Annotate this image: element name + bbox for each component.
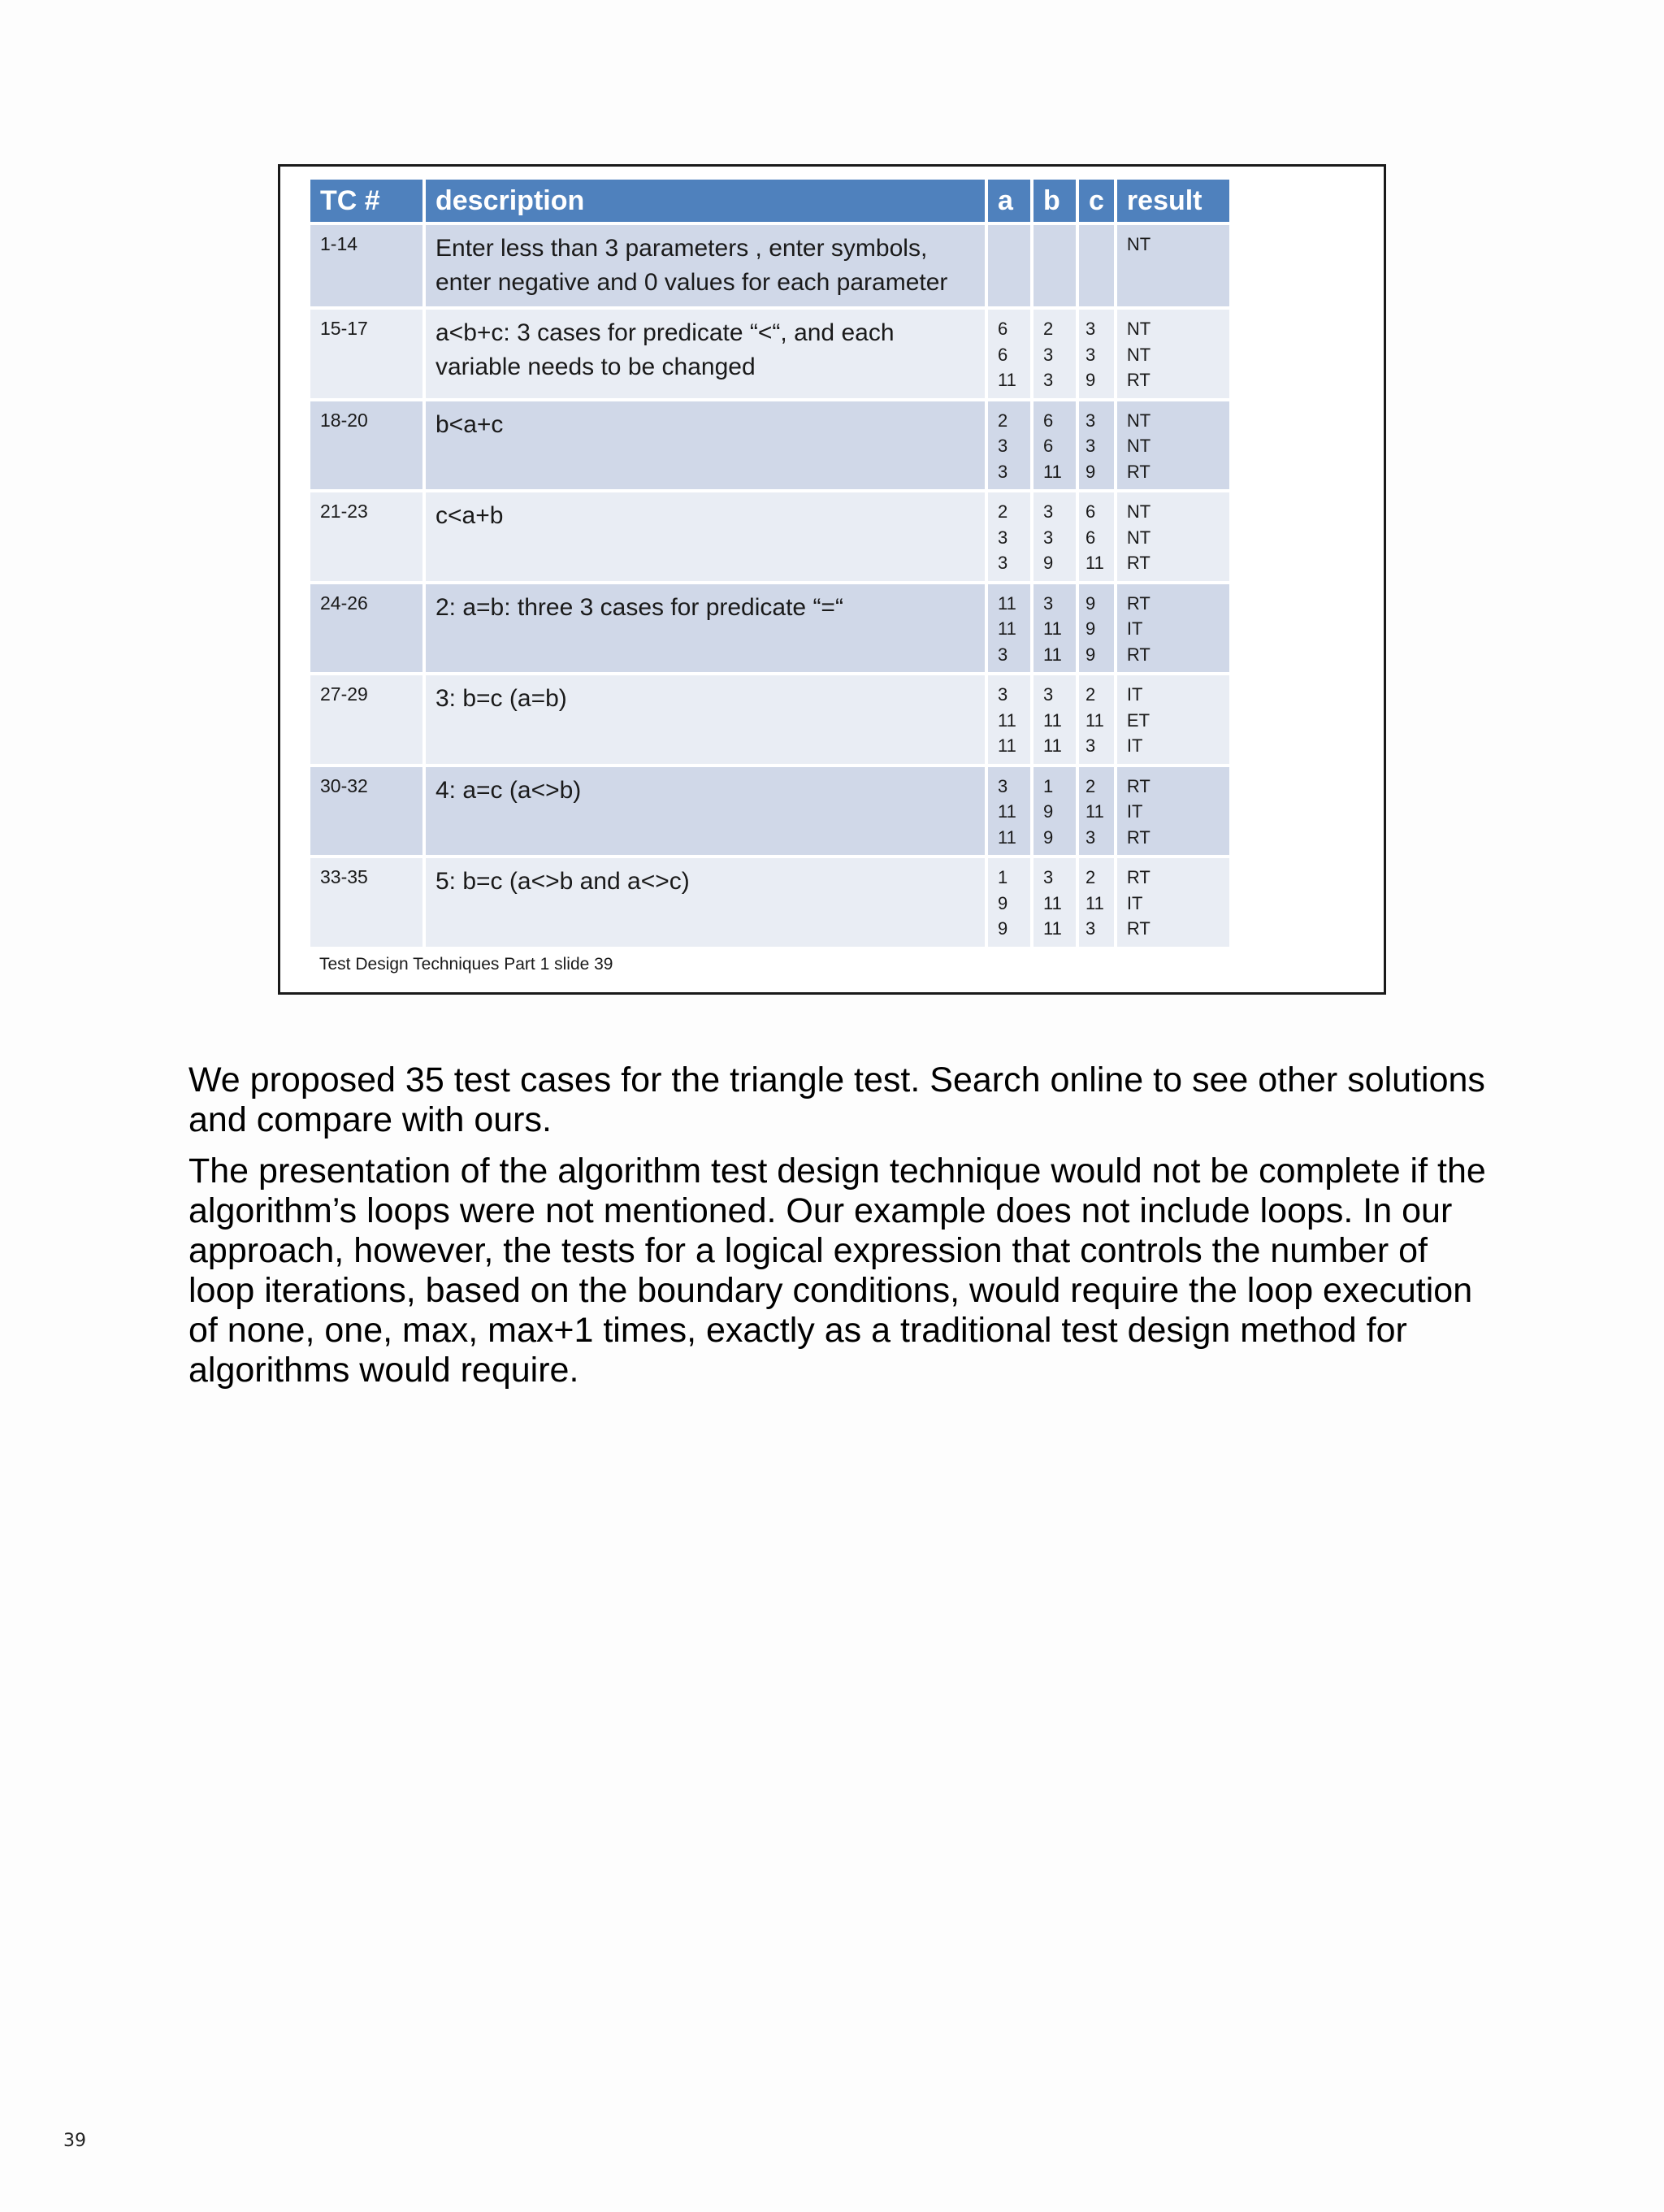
a-cell: 2 3 3	[988, 492, 1030, 581]
result-cell: NT NT RT	[1117, 492, 1229, 581]
description-cell: b<a+c	[426, 401, 985, 490]
b-cell: 6 6 11	[1034, 401, 1076, 490]
body-text	[188, 1060, 1488, 1402]
result-cell: RT IT RT	[1117, 767, 1229, 856]
header-c: c	[1079, 180, 1114, 222]
result-cell: NT NT RT	[1117, 310, 1229, 398]
c-cell: 3 3 9	[1079, 401, 1114, 490]
description-cell: 2: a=b: three 3 cases for predicate “=“	[426, 584, 985, 673]
b-cell: 3 11 11	[1034, 584, 1076, 673]
header-tc: TC #	[310, 180, 422, 222]
table-row	[310, 492, 1229, 581]
description-cell: 5: b=c (a<>b and a<>c)	[426, 858, 985, 947]
page-number: 39	[63, 2131, 86, 2151]
tc-cell: 1-14	[310, 225, 422, 306]
slide-figure	[278, 164, 1386, 995]
b-cell: 1 9 9	[1034, 767, 1076, 856]
table-row	[310, 675, 1229, 764]
test-case-table	[307, 176, 1233, 950]
c-cell: 2 11 3	[1079, 858, 1114, 947]
header-a: a	[988, 180, 1030, 222]
b-cell: 3 11 11	[1034, 858, 1076, 947]
result-cell: NT	[1117, 225, 1229, 306]
header-b: b	[1034, 180, 1076, 222]
a-cell: 1 9 9	[988, 858, 1030, 947]
description-cell: Enter less than 3 parameters , enter symbols, enter negative and 0 values for each parameter	[426, 225, 985, 306]
c-cell: 2 11 3	[1079, 767, 1114, 856]
tc-cell: 18-20	[310, 401, 422, 490]
b-cell: 3 11 11	[1034, 675, 1076, 764]
c-cell: 9 9 9	[1079, 584, 1114, 673]
a-cell	[988, 225, 1030, 306]
b-cell: 2 3 3	[1034, 310, 1076, 398]
paragraph: The presentation of the algorithm test design technique would not be complete if the algorithm’s loops were not mentioned. Our example does not include loops. In our approach, however, the tests for a logical expression that controls the number of loop iterations, based on the boundary conditions, would require the loop execution of none, one, max, max+1 times, exactly as a traditional test design method for algorithms would require.	[188, 1152, 1486, 1390]
a-cell: 3 11 11	[988, 675, 1030, 764]
description-cell: 3: b=c (a=b)	[426, 675, 985, 764]
result-cell: NT NT RT	[1117, 401, 1229, 490]
tc-cell: 30-32	[310, 767, 422, 856]
a-cell: 3 11 11	[988, 767, 1030, 856]
table-row	[310, 584, 1229, 673]
tc-cell: 21-23	[310, 492, 422, 581]
a-cell: 6 6 11	[988, 310, 1030, 398]
tc-cell: 15-17	[310, 310, 422, 398]
description-cell: 4: a=c (a<>b)	[426, 767, 985, 856]
paragraph: We proposed 35 test cases for the triangle test. Search online to see other solutions and compare with ours.	[188, 1060, 1485, 1139]
result-cell: RT IT RT	[1117, 858, 1229, 947]
table-row	[310, 225, 1229, 306]
tc-cell: 24-26	[310, 584, 422, 673]
a-cell: 11 11 3	[988, 584, 1030, 673]
description-cell: a<b+c: 3 cases for predicate “<“, and each variable needs to be changed	[426, 310, 985, 398]
header-description: description	[426, 180, 985, 222]
table-row	[310, 767, 1229, 856]
tc-cell: 33-35	[310, 858, 422, 947]
b-cell	[1034, 225, 1076, 306]
table-row	[310, 310, 1229, 398]
c-cell: 3 3 9	[1079, 310, 1114, 398]
header-result: result	[1117, 180, 1229, 222]
slide-caption: Test Design Techniques Part 1 slide 39	[319, 955, 613, 974]
b-cell: 3 3 9	[1034, 492, 1076, 581]
description-cell: c<a+b	[426, 492, 985, 581]
table-row	[310, 401, 1229, 490]
result-cell: IT ET IT	[1117, 675, 1229, 764]
table-row	[310, 858, 1229, 947]
a-cell: 2 3 3	[988, 401, 1030, 490]
table-header-row	[310, 180, 1229, 222]
c-cell: 2 11 3	[1079, 675, 1114, 764]
c-cell	[1079, 225, 1114, 306]
tc-cell: 27-29	[310, 675, 422, 764]
c-cell: 6 6 11	[1079, 492, 1114, 581]
result-cell: RT IT RT	[1117, 584, 1229, 673]
